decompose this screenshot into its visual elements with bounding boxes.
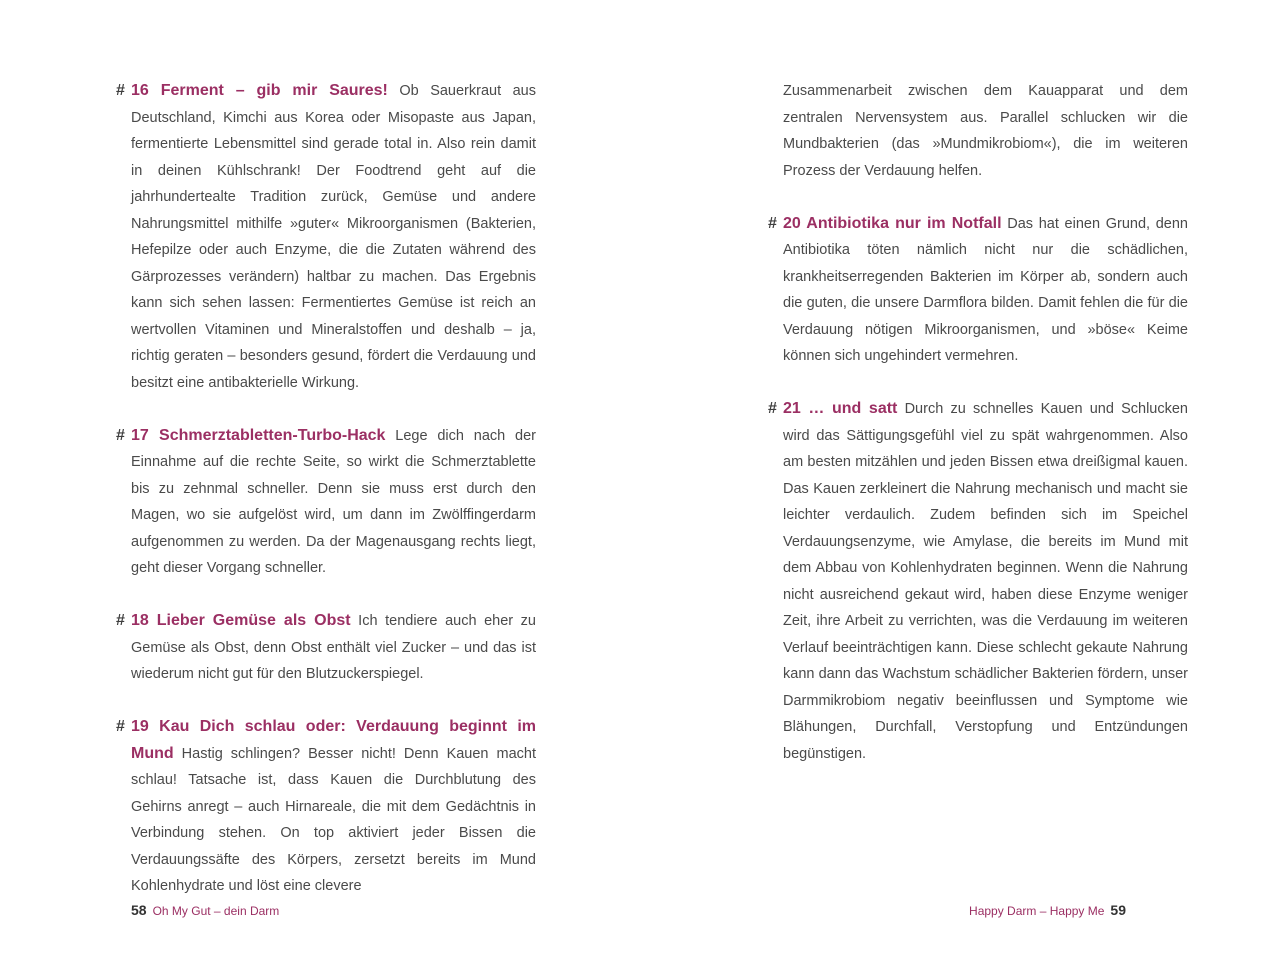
page-number: 59 [1110, 902, 1126, 918]
right-column [768, 78, 1188, 794]
tip-18 [116, 608, 536, 688]
running-title: Happy Darm – Happy Me [969, 904, 1105, 918]
tip-19-continuation: Zusammenarbeit zwischen dem Kauapparat und dem zentralen Nervensystem aus. Parallel schlucken wir die Mundbakterien (das »Mundmikrobiom«), die im weiteren Prozess der Verdauung helfen. [783, 83, 1188, 179]
tip-20 [768, 211, 1188, 370]
right-footer [969, 902, 1132, 918]
hash-marker: # [116, 82, 125, 99]
tip-body: Hastig schlingen? Besser nicht! Denn Kauen macht schlau! Tatsache ist, dass Kauen die Durchblutung des Gehirns anregt – auch Hirnareale, die mit dem Gedächtnis in Verbindung stehen. On top aktiviert jeder Bissen die Verdauungssäfte des Körpers, zersetzt bereits im Mund Kohlenhydrate und löst eine clevere [131, 745, 536, 894]
tip-16 [116, 78, 536, 396]
hash-marker: # [768, 400, 777, 417]
page-number: 58 [131, 902, 147, 918]
hash-marker: # [768, 214, 777, 232]
tip-heading: 19 Kau Dich schlau oder: Verdauung beginnt im Mund [131, 718, 536, 762]
left-footer [125, 902, 279, 918]
tip-21 [768, 396, 1188, 767]
tip-heading: 17 Schmerztabletten-Turbo-Hack [131, 426, 386, 444]
tip-body: Ich tendiere auch eher zu Gemüse als Obst, denn Obst enthält viel Zucker – und das ist wiederum nicht gut für den Blutzuckerspiegel. [131, 613, 536, 682]
tip-heading: 20 Antibiotika nur im Notfall [783, 214, 1002, 232]
hash-marker: # [116, 718, 125, 735]
tip-body: Das hat einen Grund, denn Antibiotika töten nämlich nicht nur die schädlichen, krankheitserregenden Bakterien im Körper ab, sondern auch die guten, die unsere Darmflora bilden. Damit fehlen die für die Verdauung nötigen Mikroorganismen, und »böse« Keime können sich ungehindert vermehren. [783, 215, 1188, 364]
running-title: Oh My Gut – dein Darm [152, 904, 280, 918]
tip-19 [116, 714, 536, 900]
tip-body: Durch zu schnelles Kauen und Schlucken wird das Sättigungsgefühl viel zu spät wahrgenommen. Also am besten mitzählen und jeden Bissen etwa dreißigmal kauen. Das Kauen zerkleinert die Nahrung mechanisch und macht sie leichter verdaulich. Zudem befinden sich im Speichel Verdauungsenzyme, wie Amylase, die bereits im Mund mit dem Abbau von Kohlenhydraten beginnen. Wenn die Nahrung nicht ausreichend gekaut wird, haben diese Enzyme weniger Zeit, ihre Arbeit zu verrichten, was die Verdauung im weiteren Verlauf beeinträchtigen kann. Diese schlecht gekaute Nahrung kann dann das Wachstum schädlicher Bakterien fördern, unser Darmmikrobiom negativ beeinflussen und Symptome wie Blähungen, Durchfall, Verstopfung und Entzündungen begünstigen. [783, 401, 1188, 762]
tip-body: Lege dich nach der Einnahme auf die rechte Seite, so wirkt die Schmerztablette bis zu zehnmal schneller. Denn sie muss erst durch den Magen, wo sie aufgelöst wird, um dann im Zwölffingerdarm aufgenommen zu werden. Da der Magenausgang rechts liegt, geht dieser Vorgang schneller. [131, 427, 536, 576]
hash-marker: # [116, 426, 125, 444]
tip-body: Ob Sauerkraut aus Deutschland, Kimchi aus Korea oder Misopaste aus Japan, fermentierte Lebensmittel sind gerade total in. Also rein damit in deinen Kühlschrank! Der Foodtrend geht auf die jahrhundertealte Tradition zurück, Gemüse und andere Nahrungsmittel mithilfe »guter« Mikroorganismen (Bakterien, Hefepilze oder auch Enzyme, die die Zutaten während des Gärprozesses verändern) haltbar zu machen. Das Ergebnis kann sich sehen lassen: Fermentiertes Gemüse ist reich an wertvollen Vitaminen und Mineralstoffen und deshalb – ja, richtig geraten – besonders gesund, fördert die Verdauung und besitzt eine antibakterielle Wirkung. [131, 83, 536, 391]
tip-17 [116, 423, 536, 582]
hash-marker: # [116, 612, 125, 629]
tip-heading: 16 Ferment – gib mir Saures! [131, 82, 388, 99]
right-page [631, 0, 1262, 980]
tip-heading: 18 Lieber Gemüse als Obst [131, 612, 351, 629]
tip-heading: 21 … und satt [783, 400, 898, 417]
left-column [116, 78, 536, 926]
